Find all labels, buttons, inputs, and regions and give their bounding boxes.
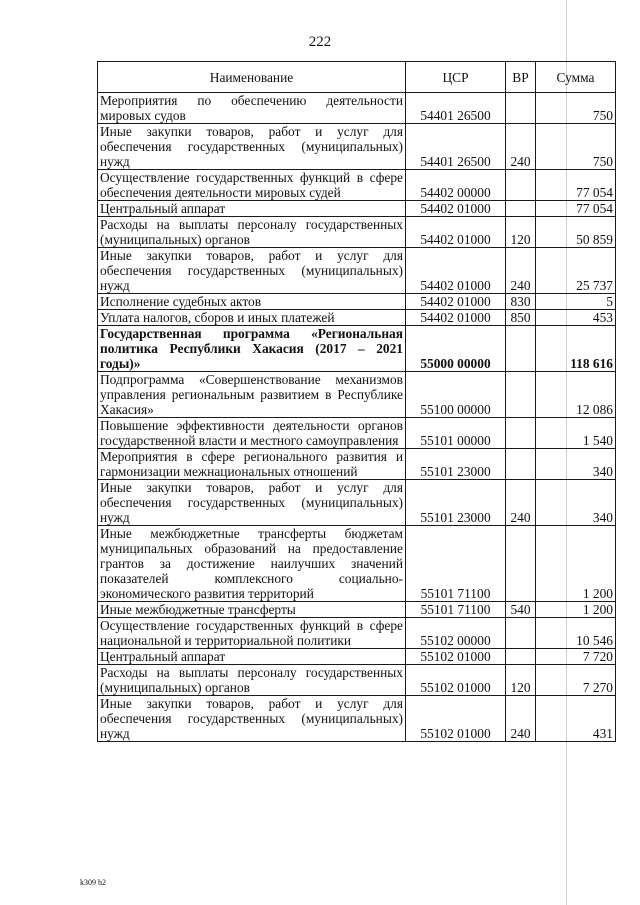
row-sum: 1 200 — [536, 526, 616, 602]
table-row — [98, 310, 616, 326]
table-row — [98, 649, 616, 665]
table-row — [98, 124, 616, 170]
row-sum: 1 200 — [536, 602, 616, 618]
row-name: Осуществление государственных функций в сфере национальной и территориальной политики — [98, 618, 406, 649]
row-csr: 55102 01000 — [406, 649, 506, 665]
row-sum: 453 — [536, 310, 616, 326]
page-number: 222 — [308, 34, 332, 50]
header-sum: Сумма — [536, 62, 616, 93]
row-name: Расходы на выплаты персоналу государственных (муниципальных) органов — [98, 217, 406, 248]
table-row — [98, 217, 616, 248]
row-vr: 850 — [506, 310, 536, 326]
row-vr: 240 — [506, 696, 536, 742]
table-header-row — [98, 62, 616, 93]
table-row — [98, 449, 616, 480]
row-sum: 12 086 — [536, 372, 616, 418]
row-sum: 340 — [536, 449, 616, 480]
row-csr: 55101 71100 — [406, 602, 506, 618]
row-name: Повышение эффективности деятельности органов государственной власти и местного самоуправления — [98, 418, 406, 449]
table-row — [98, 696, 616, 742]
row-csr: 54402 01000 — [406, 310, 506, 326]
row-vr: 240 — [506, 248, 536, 294]
row-vr: 240 — [506, 480, 536, 526]
row-name: Государственная программа «Региональная политика Республики Хакасия (2017 – 2021 годы)» — [98, 326, 406, 372]
row-vr — [506, 649, 536, 665]
row-csr: 54402 01000 — [406, 201, 506, 217]
table-row — [98, 372, 616, 418]
row-csr: 55100 00000 — [406, 372, 506, 418]
row-name: Мероприятия по обеспечению деятельности мировых судов — [98, 93, 406, 124]
row-name: Иные закупки товаров, работ и услуг для обеспечения государственных (муниципальных) нужд — [98, 124, 406, 170]
table-row — [98, 618, 616, 649]
row-csr: 55102 01000 — [406, 665, 506, 696]
row-name: Центральный аппарат — [98, 649, 406, 665]
row-sum: 50 859 — [536, 217, 616, 248]
row-vr: 540 — [506, 602, 536, 618]
row-name: Иные закупки товаров, работ и услуг для обеспечения государственных (муниципальных) нужд — [98, 696, 406, 742]
row-vr: 240 — [506, 124, 536, 170]
header-csr: ЦСР — [406, 62, 506, 93]
row-sum: 77 054 — [536, 170, 616, 201]
table-row — [98, 480, 616, 526]
row-sum: 10 546 — [536, 618, 616, 649]
row-sum: 7 720 — [536, 649, 616, 665]
row-vr — [506, 170, 536, 201]
row-csr: 54402 00000 — [406, 170, 506, 201]
row-csr: 55102 01000 — [406, 696, 506, 742]
row-csr: 54401 26500 — [406, 124, 506, 170]
row-name: Иные межбюджетные трансферты — [98, 602, 406, 618]
table-row — [98, 93, 616, 124]
row-vr — [506, 326, 536, 372]
row-sum: 7 270 — [536, 665, 616, 696]
row-sum: 1 540 — [536, 418, 616, 449]
table-row — [98, 326, 616, 372]
table-row — [98, 248, 616, 294]
row-name: Иные закупки товаров, работ и услуг для обеспечения государственных (муниципальных) нужд — [98, 480, 406, 526]
row-csr: 55101 71100 — [406, 526, 506, 602]
table-row — [98, 294, 616, 310]
row-sum: 77 054 — [536, 201, 616, 217]
row-name: Исполнение судебных актов — [98, 294, 406, 310]
row-csr: 54402 01000 — [406, 217, 506, 248]
row-vr — [506, 526, 536, 602]
row-csr: 55000 00000 — [406, 326, 506, 372]
row-vr: 830 — [506, 294, 536, 310]
row-vr — [506, 93, 536, 124]
row-vr: 120 — [506, 665, 536, 696]
row-vr — [506, 618, 536, 649]
row-name: Осуществление государственных функций в сфере обеспечения деятельности мировых судей — [98, 170, 406, 201]
table-row — [98, 170, 616, 201]
header-vr: ВР — [506, 62, 536, 93]
row-sum: 25 737 — [536, 248, 616, 294]
row-sum: 118 616 — [536, 326, 616, 372]
table-row — [98, 201, 616, 217]
row-sum: 5 — [536, 294, 616, 310]
row-name: Иные закупки товаров, работ и услуг для обеспечения государственных (муниципальных) нужд — [98, 248, 406, 294]
row-vr — [506, 449, 536, 480]
row-vr — [506, 418, 536, 449]
row-sum: 431 — [536, 696, 616, 742]
row-csr: 54402 01000 — [406, 294, 506, 310]
table-row — [98, 665, 616, 696]
row-name: Центральный аппарат — [98, 201, 406, 217]
header-name: Наименование — [98, 62, 406, 93]
table-row — [98, 418, 616, 449]
row-name: Мероприятия в сфере регионального развития и гармонизации межнациональных отношений — [98, 449, 406, 480]
row-name: Иные межбюджетные трансферты бюджетам муниципальных образований на предоставление грантов за достижение наилучших значений показателей комплексного социально-экономического развития территорий — [98, 526, 406, 602]
row-name: Уплата налогов, сборов и иных платежей — [98, 310, 406, 326]
row-sum: 750 — [536, 93, 616, 124]
footer-code: k309 h2 — [80, 878, 106, 887]
row-sum: 750 — [536, 124, 616, 170]
table-row — [98, 526, 616, 602]
row-name: Подпрограмма «Совершенствование механизмов управления региональным развитием в Республике Хакасия» — [98, 372, 406, 418]
row-csr: 54401 26500 — [406, 93, 506, 124]
row-csr: 55102 00000 — [406, 618, 506, 649]
row-csr: 55101 23000 — [406, 449, 506, 480]
row-name: Расходы на выплаты персоналу государственных (муниципальных) органов — [98, 665, 406, 696]
table-body — [98, 93, 616, 742]
budget-table — [97, 61, 616, 742]
row-vr: 120 — [506, 217, 536, 248]
row-csr: 54402 01000 — [406, 248, 506, 294]
row-csr: 55101 23000 — [406, 480, 506, 526]
row-vr — [506, 372, 536, 418]
row-csr: 55101 00000 — [406, 418, 506, 449]
row-sum: 340 — [536, 480, 616, 526]
row-vr — [506, 201, 536, 217]
table-row — [98, 602, 616, 618]
